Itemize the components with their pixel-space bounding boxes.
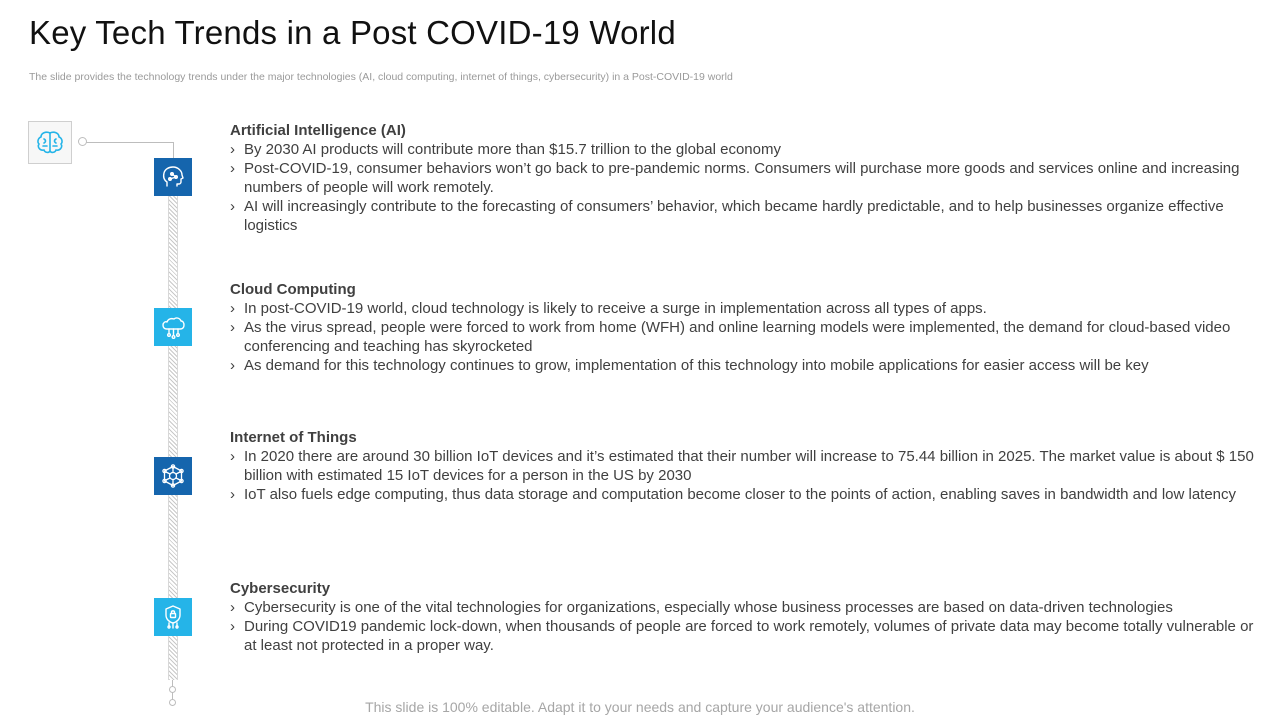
bullet-item: › As demand for this technology continues to grow, implementation of this technology into mobile applications for easier access will be key: [230, 356, 1260, 375]
iot-network-icon: [154, 457, 192, 495]
page-subtitle: The slide provides the technology trends under the major technologies (AI, cloud computing, internet of things, cybersecurity) in a Post-COVID-19 world: [29, 71, 733, 83]
bullet-list: [230, 140, 1260, 235]
section-title: Cybersecurity: [230, 580, 331, 597]
bullet-item: › AI will increasingly contribute to the forecasting of consumers’ behavior, which became hardly predictable, and to help businesses organize effective logistics: [230, 197, 1260, 235]
brain-icon: [28, 121, 72, 164]
page-title: Key Tech Trends in a Post COVID-19 World: [29, 14, 676, 51]
section-title: Artificial Intelligence (AI): [230, 122, 406, 139]
footer-note: This slide is 100% editable. Adapt it to your needs and capture your audience's attention.: [365, 699, 915, 715]
section-cybersecurity: [230, 579, 1260, 655]
section-ai: [230, 121, 1260, 235]
bullet-list: [230, 447, 1260, 504]
ai-head-icon: [154, 158, 192, 196]
section-title: Internet of Things: [230, 429, 357, 446]
bullet-item: › By 2030 AI products will contribute more than $15.7 trillion to the global economy: [230, 140, 1260, 159]
section-cloud-computing: [230, 280, 1260, 375]
section-title: Cloud Computing: [230, 281, 356, 298]
bullet-item: › In 2020 there are around 30 billion IoT devices and it’s estimated that their number will increase to 75.44 billion in 2025. The market value is about $ 150 billion with estimated 15 IoT devices for a person in the US by 2030: [230, 447, 1260, 485]
shield-lock-icon: [154, 598, 192, 636]
bullet-item: › In post-COVID-19 world, cloud technology is likely to receive a surge in implementation across all types of apps.: [230, 299, 1260, 318]
timeline-end-dot: [169, 686, 176, 693]
bullet-item: › As the virus spread, people were forced to work from home (WFH) and online learning models were implemented, the demand for cloud-based video conferencing and teaching has skyrocketed: [230, 318, 1260, 356]
timeline-connector-drop: [173, 142, 174, 158]
bullet-item: › Post-COVID-19, consumer behaviors won’t go back to pre-pandemic norms. Consumers will purchase more goods and services online and increasing numbers of people will work remotely.: [230, 159, 1260, 197]
bullet-list: [230, 598, 1260, 655]
bullet-item: › IoT also fuels edge computing, thus data storage and computation become closer to the points of action, enabling saves in bandwidth and low latency: [230, 485, 1260, 504]
bullet-item: › Cybersecurity is one of the vital technologies for organizations, especially whose business processes are based on data-driven technologies: [230, 598, 1260, 617]
bullet-list: [230, 299, 1260, 375]
cloud-circuit-icon: [154, 308, 192, 346]
timeline-connector: [84, 142, 174, 143]
timeline-start-dot: [78, 137, 87, 146]
bullet-item: › During COVID19 pandemic lock-down, when thousands of people are forced to work remotely, volumes of private data may become totally vulnerable or at least not protected in a proper way.: [230, 617, 1260, 655]
section-internet-of-things: [230, 428, 1260, 504]
